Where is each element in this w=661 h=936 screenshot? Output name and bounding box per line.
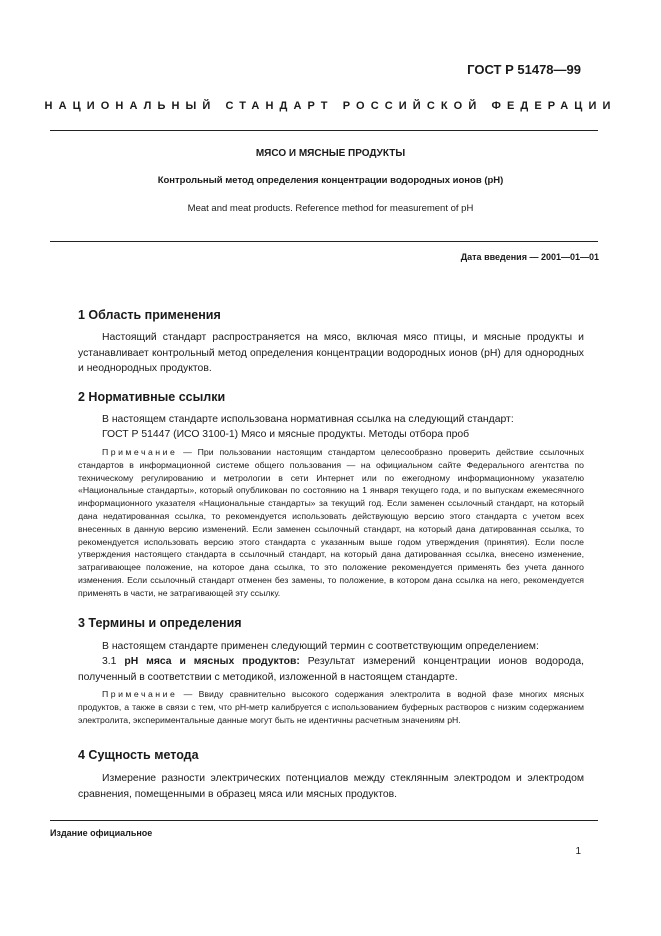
section-3-note — [78, 688, 584, 726]
document-title-english: Meat and meat products. Reference method for measurement of pH — [187, 203, 474, 214]
section-2-line-1: В настоящем стандарте использована нормативная ссылка на следующий стандарт: — [102, 414, 514, 425]
note-text: — Ввиду сравнительно высокого содержания электролита в водной фазе многих мясных продуктов, а также в связи с тем, что pH-метр калибруется с использованием буферных растворов с низким содержанием электролита, экспериментальные данные могут быть не идентичны расчетным значениям pH. — [78, 689, 584, 725]
section-1-heading: 1 Область применения — [78, 308, 221, 322]
national-standard-banner: НАЦИОНАЛЬНЫЙ СТАНДАРТ РОССИЙСКОЙ ФЕДЕРАЦИИ — [44, 100, 617, 112]
document-code: ГОСТ Р 51478—99 — [467, 62, 581, 77]
term-number: 3.1 — [102, 656, 125, 667]
document-subtitle: Контрольный метод определения концентрации водородных ионов (pH) — [157, 175, 504, 186]
section-4-text: Измерение разности электрических потенциалов между стеклянным электродом и электродом сравнения, помещенными в образец мяса или мясных продуктов. — [78, 773, 584, 800]
section-3-line-1: В настоящем стандарте применен следующий термин с соответствующим определением: — [102, 641, 539, 652]
note-label: Примечание — [102, 447, 178, 457]
introduction-date: Дата введения — 2001—01—01 — [460, 252, 599, 262]
footer-rule — [50, 820, 598, 821]
document-title: МЯСО И МЯСНЫЕ ПРОДУКТЫ — [255, 148, 406, 159]
section-3-term — [78, 654, 584, 685]
section-4-heading: 4 Сущность метода — [78, 748, 199, 762]
section-2-heading: 2 Нормативные ссылки — [78, 390, 226, 404]
section-3-heading: 3 Термины и определения — [78, 616, 242, 630]
note-label: Примечание — [102, 689, 178, 699]
edition-label: Издание официальное — [50, 828, 153, 838]
term-name: pH мяса и мясных продуктов: — [124, 656, 300, 667]
note-text: — При пользовании настоящим стандартом целесообразно проверить действие ссылочных стандартов в информационной системе общего пользования — на официальном сайте Федерального агентства по техническому регулированию и метрологии в сети Интернет или по ежегодному информационному указателю «Национальные стандарты», который опубликован по состоянию на 1 января текущего года, и по выпускам ежемесячного информационного указателя «Национальные стандарты» за текущий год. Если заменен ссылочный стандарт, на который дана недатированная ссылка, то рекомендуется использовать действующую версию этого стандарта с учетом всех внесенных в данную версию изменений. Если заменен ссылочный стандарт, на который дана датированная ссылка, то рекомендуется использовать версию этого стандарта с указанным выше годом утверждения (принятия). Если после утверждения настоящего стандарта в ссылочный стандарт, на который дана датированная ссылка, внесено изменение, затрагивающее положение, на которое дана ссылка, то это положение рекомендуется применять без учета данного изменения. Если ссылочный стандарт отменен без замены, то положение, в котором дана ссылка на него, рекомендуется применять в части, не затрагивающей эту ссылку. — [78, 447, 584, 598]
term-definition: Результат измерений концентрации ионов водорода, полученный в соответствии с методикой, изложенной в настоящем стандарте. — [78, 656, 585, 683]
page-number: 1 — [575, 846, 581, 857]
section-2-note — [78, 446, 584, 600]
section-2-line-2: ГОСТ Р 51447 (ИСО 3100-1) Мясо и мясные продукты. Методы отбора проб — [102, 429, 470, 440]
section-1-text: Настоящий стандарт распространяется на мясо, включая мясо птицы, и мясные продукты и устанавливает контрольный метод определения концентрации водородных ионов (pH) для однородных и неоднородных продуктов. — [78, 332, 584, 374]
top-rule — [50, 130, 598, 131]
middle-rule — [50, 241, 598, 242]
